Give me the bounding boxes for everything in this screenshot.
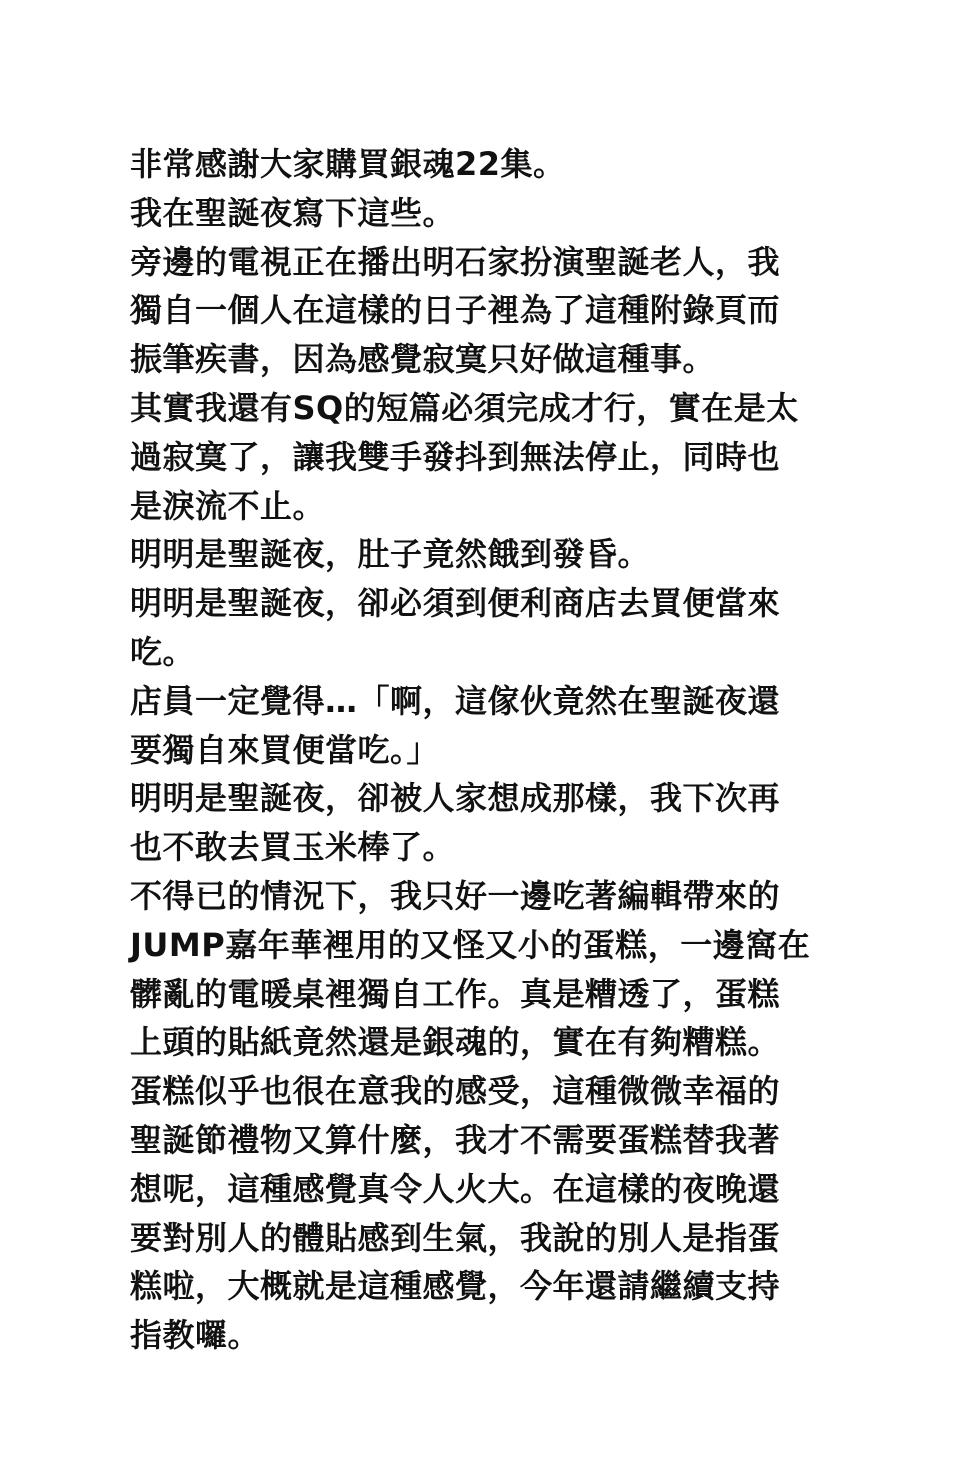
- text-line: 明明是聖誕夜，卻必須到便利商店去買便當來: [130, 584, 781, 623]
- text-line: 明明是聖誕夜，卻被人家想成那樣，我下次再: [130, 779, 781, 818]
- text-line: 糕啦，大概就是這種感覺，今年還請繼續支持: [130, 1267, 781, 1306]
- text-line: 是淚流不止。: [130, 486, 326, 525]
- text-line: 聖誕節禮物又算什麼，我才不需要蛋糕替我著: [130, 1120, 781, 1159]
- text-line: 要獨自來買便當吃。」: [130, 730, 440, 769]
- text-line: 指教囉。: [130, 1316, 261, 1355]
- text-line: 其實我還有SQ的短篇必須完成才行，實在是太: [130, 388, 799, 427]
- text-line: 過寂寞了，讓我雙手發抖到無法停止，同時也: [130, 437, 781, 476]
- text-line: 我在聖誕夜寫下這些。: [130, 193, 456, 232]
- afterword-text: [130, 140, 870, 1360]
- text-line: 獨自一個人在這樣的日子裡為了這種附錄頁而: [130, 291, 781, 330]
- text-line: 吃。: [130, 632, 196, 671]
- text-line: 上頭的貼紙竟然還是銀魂的，實在有夠糟糕。: [130, 1023, 781, 1062]
- text-line: 店員一定覺得…「啊，這傢伙竟然在聖誕夜還: [130, 681, 781, 720]
- text-line: 也不敢去買玉米棒了。: [130, 828, 456, 867]
- text-line: 蛋糕似乎也很在意我的感受，這種微微幸福的: [130, 1072, 781, 1111]
- text-line: 不得已的情況下，我只好一邊吃著編輯帶來的: [130, 876, 781, 915]
- text-line: 要對別人的體貼感到生氣，我說的別人是指蛋: [130, 1218, 781, 1257]
- text-line: 髒亂的電暖桌裡獨自工作。真是糟透了，蛋糕: [130, 974, 781, 1013]
- text-line: 旁邊的電視正在播出明石家扮演聖誕老人，我: [130, 242, 781, 281]
- text-line: 非常感謝大家購買銀魂22集。: [130, 145, 566, 183]
- text-line: JUMP嘉年華裡用的又怪又小的蛋糕，一邊窩在: [130, 925, 811, 964]
- text-line: 想呢，這種感覺真令人火大。在這樣的夜晚還: [130, 1169, 781, 1208]
- text-line: 振筆疾書，因為感覺寂寞只好做這種事。: [130, 340, 716, 379]
- text-line: 明明是聖誕夜，肚子竟然餓到發昏。: [130, 535, 651, 574]
